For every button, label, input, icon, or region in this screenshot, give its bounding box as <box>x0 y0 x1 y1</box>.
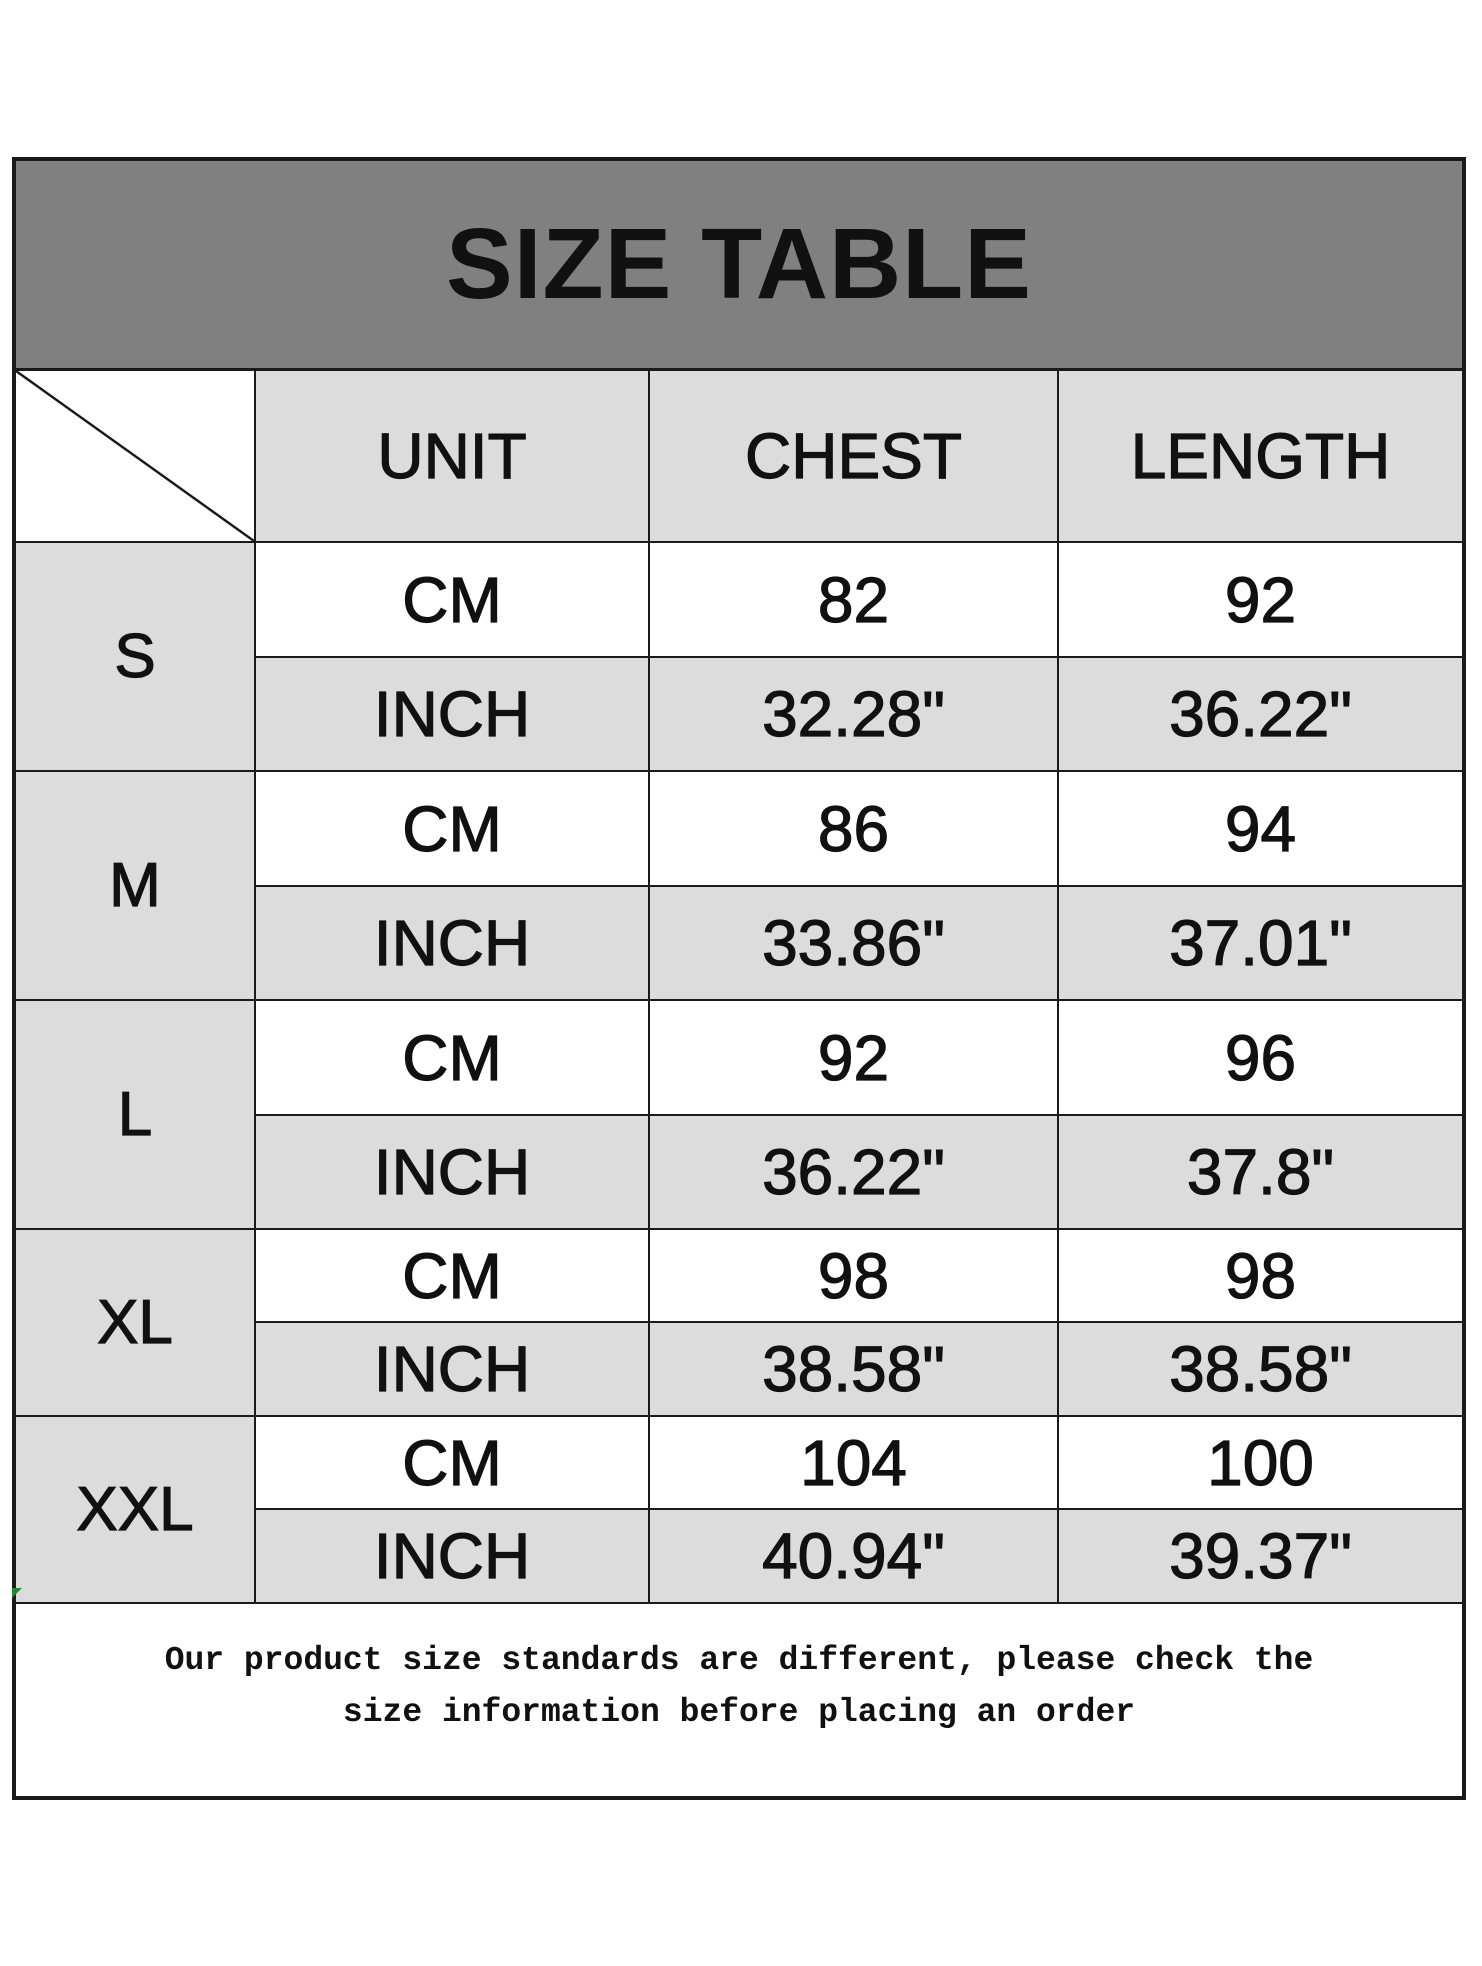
chest-cell: 82 <box>650 543 1059 658</box>
length-cell: 38.58" <box>1059 1323 1462 1417</box>
unit-cell: CM <box>256 1230 650 1323</box>
unit-cell: INCH <box>256 1510 650 1604</box>
chest-cell: 36.22" <box>650 1116 1059 1230</box>
unit-cell: INCH <box>256 887 650 1001</box>
size-label-xxl: XXL <box>16 1417 256 1604</box>
chest-cell: 86 <box>650 772 1059 887</box>
unit-cell: CM <box>256 772 650 887</box>
size-label-s: S <box>16 543 256 772</box>
length-cell: 37.01" <box>1059 887 1462 1001</box>
note-line-2: size information before placing an order <box>342 1694 1136 1731</box>
chest-cell: 92 <box>650 1001 1059 1116</box>
length-cell: 100 <box>1059 1417 1462 1510</box>
size-label-l: L <box>16 1001 256 1230</box>
chest-cell: 40.94" <box>650 1510 1059 1604</box>
size-label-xl: XL <box>16 1230 256 1417</box>
title-bar <box>16 161 1462 371</box>
unit-cell: CM <box>256 543 650 658</box>
chest-cell: 104 <box>650 1417 1059 1510</box>
unit-cell: INCH <box>256 1116 650 1230</box>
length-cell: 96 <box>1059 1001 1462 1116</box>
length-cell: 37.8" <box>1059 1116 1462 1230</box>
length-cell: 36.22" <box>1059 658 1462 772</box>
size-grid <box>16 371 1462 1595</box>
header-length: LENGTH <box>1059 371 1462 543</box>
chest-cell: 38.58" <box>650 1323 1059 1417</box>
length-cell: 92 <box>1059 543 1462 658</box>
unit-cell: CM <box>256 1001 650 1116</box>
corner-marker-icon <box>12 1588 22 1598</box>
size-label-m: M <box>16 772 256 1001</box>
header-chest: CHEST <box>650 371 1059 543</box>
diagonal-divider <box>16 371 254 541</box>
table-title: SIZE TABLE <box>446 208 1032 320</box>
unit-cell: CM <box>256 1417 650 1510</box>
size-table <box>12 157 1466 1800</box>
length-cell: 39.37" <box>1059 1510 1462 1604</box>
note-line-1: Our product size standards are different, please check the <box>164 1642 1314 1679</box>
unit-cell: INCH <box>256 658 650 772</box>
unit-cell: INCH <box>256 1323 650 1417</box>
chest-cell: 32.28" <box>650 658 1059 772</box>
size-note <box>16 1595 1462 1800</box>
chest-cell: 98 <box>650 1230 1059 1323</box>
length-cell: 94 <box>1059 772 1462 887</box>
chest-cell: 33.86" <box>650 887 1059 1001</box>
length-cell: 98 <box>1059 1230 1462 1323</box>
header-unit: UNIT <box>256 371 650 543</box>
corner-cell <box>16 371 256 543</box>
